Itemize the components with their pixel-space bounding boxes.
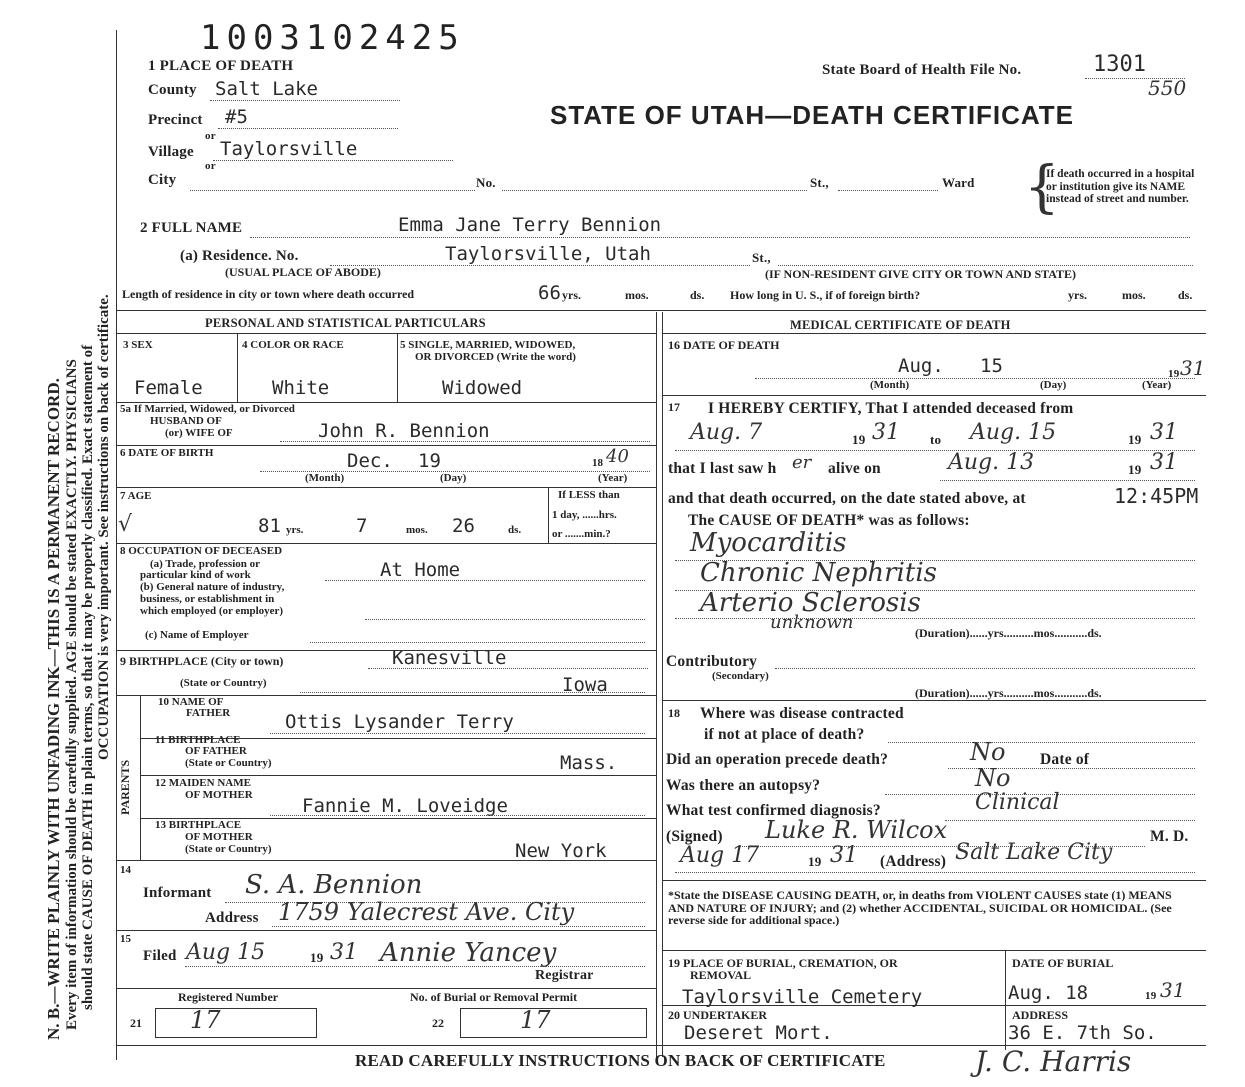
- undertaker-address: 36 E. 7th So.: [1008, 1022, 1157, 1044]
- ward-label: Ward: [942, 175, 975, 190]
- autopsy-answer: No: [975, 764, 1011, 792]
- cause-label: The CAUSE OF DEATH* was as follows:: [688, 512, 970, 529]
- no-label: No.: [476, 175, 496, 190]
- age-mos: 7: [356, 515, 368, 537]
- attended-from: Aug. 7: [690, 420, 763, 445]
- residence-value: Taylorsville, Utah: [445, 243, 651, 265]
- village-label: Village: [148, 144, 194, 160]
- residence-label: (a) Residence. No.: [180, 248, 299, 264]
- color-value: White: [272, 377, 330, 399]
- undertaker: Deseret Mort.: [684, 1022, 833, 1044]
- attended-to-year: 31: [1150, 420, 1178, 445]
- spouse-value: John R. Bennion: [318, 420, 490, 442]
- sex-value: Female: [134, 377, 203, 399]
- footer-instructions: READ CAREFULLY INSTRUCTIONS ON BACK OF CERTIFICATE: [355, 1051, 886, 1070]
- cause-4: unknown: [770, 612, 854, 633]
- cause-1: Myocarditis: [690, 528, 847, 558]
- certificate-title: STATE OF UTAH—DEATH CERTIFICATE: [550, 100, 1074, 130]
- brace: {: [1024, 155, 1060, 220]
- precinct-label: Precinct: [148, 112, 203, 128]
- county-value: Salt Lake: [215, 78, 318, 100]
- registrar-signature: Annie Yancey: [380, 938, 557, 968]
- city-label: City: [148, 172, 177, 188]
- serial-number: 1003102425: [200, 18, 465, 58]
- father-name: Ottis Lysander Terry: [285, 711, 514, 733]
- medical-heading: MEDICAL CERTIFICATE OF DEATH: [790, 318, 1011, 332]
- mother-birthplace: New York: [515, 840, 607, 862]
- contributory-label: Contributory: [666, 653, 758, 670]
- full-name-value: Emma Jane Terry Bennion: [398, 214, 662, 236]
- dob-month: Dec.: [347, 450, 393, 472]
- undertaker-signature: J. C. Harris: [975, 1045, 1132, 1078]
- signed-year: 31: [830, 843, 858, 868]
- informant-label: Informant: [143, 885, 212, 901]
- dob-day: 19: [418, 450, 441, 472]
- death-month: Aug.: [898, 355, 944, 377]
- county-label: County: [148, 82, 197, 98]
- file-no-value: 1301: [1093, 52, 1146, 77]
- physician-address: Salt Lake City: [955, 840, 1113, 865]
- mother-name: Fannie M. Loveidge: [302, 795, 508, 817]
- age-yrs: 81: [258, 515, 281, 537]
- operation-answer: No: [970, 738, 1006, 766]
- filed-year: 31: [330, 940, 358, 965]
- birthplace-city: Kanesville: [392, 647, 507, 669]
- last-seen-date: Aug. 13: [948, 450, 1035, 475]
- filed-date: Aug 15: [186, 940, 266, 965]
- marital-value: Widowed: [442, 377, 523, 399]
- burial-place: Taylorsville Cemetery: [682, 986, 923, 1008]
- filed-label: Filed: [143, 948, 177, 964]
- side-note-line3: should state CAUSE OF DEATH in plain terms, so that it may be properly classified. Exact statement of: [80, 344, 96, 1010]
- death-year: 31: [1180, 356, 1206, 380]
- father-birthplace: Mass.: [560, 752, 618, 774]
- personal-heading: PERSONAL AND STATISTICAL PARTICULARS: [205, 316, 486, 330]
- attended-from-year: 31: [872, 420, 900, 445]
- registered-number-box: [155, 1008, 317, 1038]
- side-note-line4: OCCUPATION is very important. See instructions on back of certificate.: [96, 294, 112, 760]
- st-label: St.,: [810, 175, 829, 190]
- age-check: √: [118, 512, 133, 537]
- full-name-label: 2 FULL NAME: [140, 220, 243, 236]
- cause-footnote: *State the DISEASE CAUSING DEATH, or, in deaths from VIOLENT CAUSES state (1) MEANS AND NATURE OF INJURY; and (2) whether ACCIDENTAL, SUICIDAL OR HOMICIDAL. (See reverse side for additional space.): [668, 888, 1172, 927]
- village-value: Taylorsville: [220, 138, 358, 160]
- hospital-note: If death occurred in a hospital or institution give its NAME instead of street and number.: [1046, 168, 1195, 205]
- burial-permit-number: 17: [520, 1006, 551, 1034]
- informant-signature: S. A. Bennion: [245, 870, 423, 900]
- burial-year: 31: [1160, 978, 1186, 1002]
- occupation-value: At Home: [380, 559, 461, 581]
- time-of-death: 12:45PM: [1114, 484, 1199, 508]
- burial-permit-box: [460, 1008, 647, 1038]
- physician-signature: Luke R. Wilcox: [765, 816, 948, 844]
- side-note-line2: Every item of information should be carefully supplied. AGE should be stated EXACTLY. PHYSICIANS: [64, 359, 80, 1030]
- informant-address-label: Address: [205, 910, 259, 926]
- nonres-note: (IF NON-RESIDENT GIVE CITY OR TOWN AND STATE): [765, 267, 1077, 281]
- test-answer: Clinical: [975, 790, 1060, 815]
- informant-address: 1759 Yalecrest Ave. City: [278, 898, 575, 926]
- parents-label: PARENTS: [118, 759, 132, 815]
- birthplace-state: Iowa: [562, 674, 608, 696]
- length-label: Length of residence in city or town where death occurred: [122, 287, 415, 301]
- cause-2: Chronic Nephritis: [700, 558, 937, 588]
- abode-note: (USUAL PLACE OF ABODE): [225, 265, 381, 279]
- column-divider: [656, 312, 657, 1057]
- registered-number: 17: [190, 1006, 221, 1034]
- burial-date: Aug. 18: [1008, 982, 1089, 1004]
- cause-3: Arterio Sclerosis: [700, 588, 921, 618]
- precinct-value: #5: [225, 106, 248, 128]
- length-yrs: 66: [538, 282, 561, 304]
- dob-year: 40: [606, 446, 629, 467]
- frame-left: [116, 30, 117, 1060]
- place-of-death-heading: 1 PLACE OF DEATH: [148, 58, 294, 74]
- side-note-main: N. B.—WRITE PLAINLY WITH UNFADING INK—THIS IS A PERMANENT RECORD.: [44, 378, 63, 1040]
- registrar-label: Registrar: [535, 968, 594, 983]
- age-ds: 26: [452, 515, 475, 537]
- us-label: How long in U. S., if of foreign birth?: [730, 288, 921, 302]
- file-no-label: State Board of Health File No.: [822, 62, 1022, 78]
- death-day: 15: [980, 355, 1003, 377]
- last-seen-year: 31: [1150, 450, 1178, 475]
- attended-to: Aug. 15: [970, 420, 1057, 445]
- file-no-extra: 550: [1148, 76, 1187, 100]
- signed-date: Aug 17: [680, 843, 760, 868]
- certify-text: I HEREBY CERTIFY, That I attended deceased from: [708, 400, 1074, 417]
